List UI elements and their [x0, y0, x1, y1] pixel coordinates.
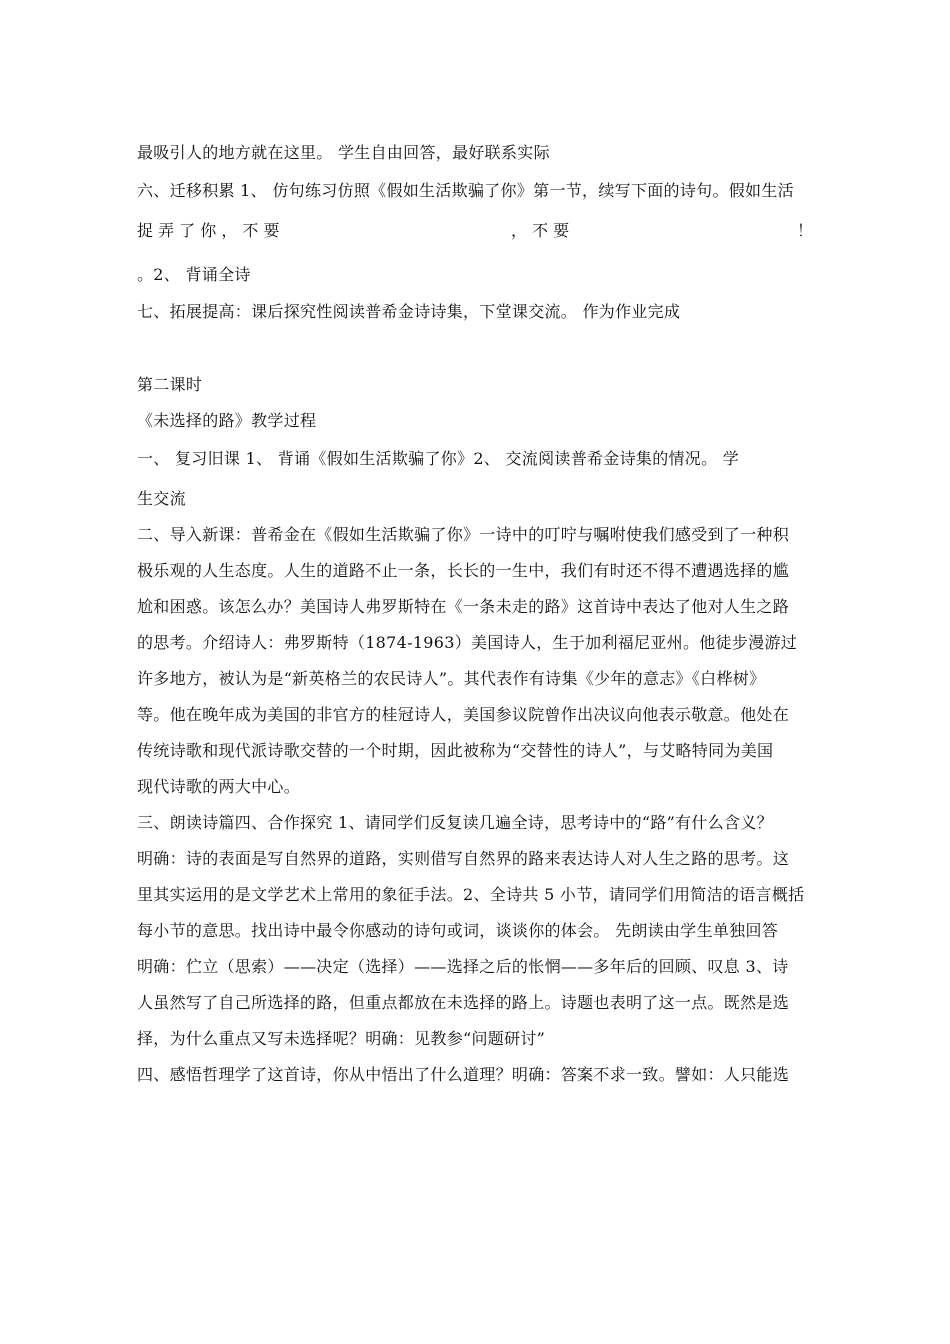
- text-line: 等。他在晚年成为美国的非官方的桂冠诗人，美国参议院曾作出决议向他表示敬意。他处在: [137, 705, 790, 724]
- fill-in-part: 捉 弄 了 你 ， 不 要: [137, 221, 280, 240]
- text-line: 极乐观的人生态度。人生的道路不止一条，长长的一生中，我们有时还不得不遭遇选择的尴: [137, 561, 790, 580]
- text-line: 明确：诗的表面是写自然界的道路，实则借写自然界的路来表达诗人对人生之路的思考。这: [137, 849, 790, 868]
- text-line: 二、导入新课：普希金在《假如生活欺骗了你》一诗中的叮咛与嘱咐使我们感受到了一种积: [137, 525, 790, 544]
- text-line: 许多地方，被认为是“新英格兰的农民诗人”。其代表作有诗集《少年的意志》《白桦树》: [137, 669, 766, 688]
- text-line: 尬和困惑。该怎么办？美国诗人弗罗斯特在《一条未走的路》这首诗中表达了他对人生之路: [137, 597, 790, 616]
- lesson-title: 《未选择的路》教学过程: [137, 411, 317, 430]
- text-line: 一、 复习旧课 1、 背诵《假如生活欺骗了你》2、 交流阅读普希金诗集的情况。 学: [137, 449, 740, 468]
- text-line: 七、拓展提高：课后探究性阅读普希金诗诗集，下堂课交流。 作为作业完成: [137, 302, 681, 321]
- section-title: 第二课时: [137, 375, 203, 394]
- text-line: 择，为什么重点又写未选择呢？明确：见教参“问题研讨”: [137, 1029, 546, 1048]
- text-line: 每小节的意思。找出诗中最令你感动的诗句或词，谈谈你的体会。 先朗读由学生单独回答: [137, 921, 779, 940]
- text-line: 最吸引人的地方就在这里。 学生自由回答，最好联系实际: [137, 143, 550, 162]
- text-line: 。2、 背诵全诗: [137, 265, 251, 284]
- text-line: 四、感悟哲理学了这首诗，你从中悟出了什么道理？明确：答案不求一致。譬如：人只能选: [137, 1065, 790, 1084]
- text-line: 现代诗歌的两大中心。: [137, 777, 301, 796]
- text-line: 人虽然写了自己所选择的路，但重点都放在未选择的路上。诗题也表明了这一点。既然是选: [137, 993, 790, 1012]
- text-line: 三、朗读诗篇四、合作探究 1、请同学们反复读几遍全诗，思考诗中的“路”有什么含义？: [137, 813, 773, 832]
- text-line: 生交流: [137, 489, 186, 508]
- text-line: 六、迁移积累 1、 仿句练习仿照《假如生活欺骗了你》第一节，续写下面的诗句。假如生活: [137, 181, 794, 200]
- text-line: 里其实运用的是文学艺术上常用的象征手法。2、全诗共 5 小节，请同学们用简洁的语言概括: [137, 885, 805, 904]
- text-line: 明确：伫立（思索）——决定（选择）——选择之后的怅惘——多年后的回顾、叹息 3、诗: [137, 957, 789, 976]
- fill-in-part: ！: [797, 221, 814, 240]
- fill-in-part: ， 不 要: [511, 221, 570, 240]
- text-line: 传统诗歌和现代派诗歌交替的一个时期，因此被称为“交替性的诗人”，与艾略特同为美国: [137, 741, 774, 760]
- text-line: 的思考。介绍诗人：弗罗斯特（1874-1963）美国诗人，生于加利福尼亚州。他徒步漫游过: [137, 633, 798, 652]
